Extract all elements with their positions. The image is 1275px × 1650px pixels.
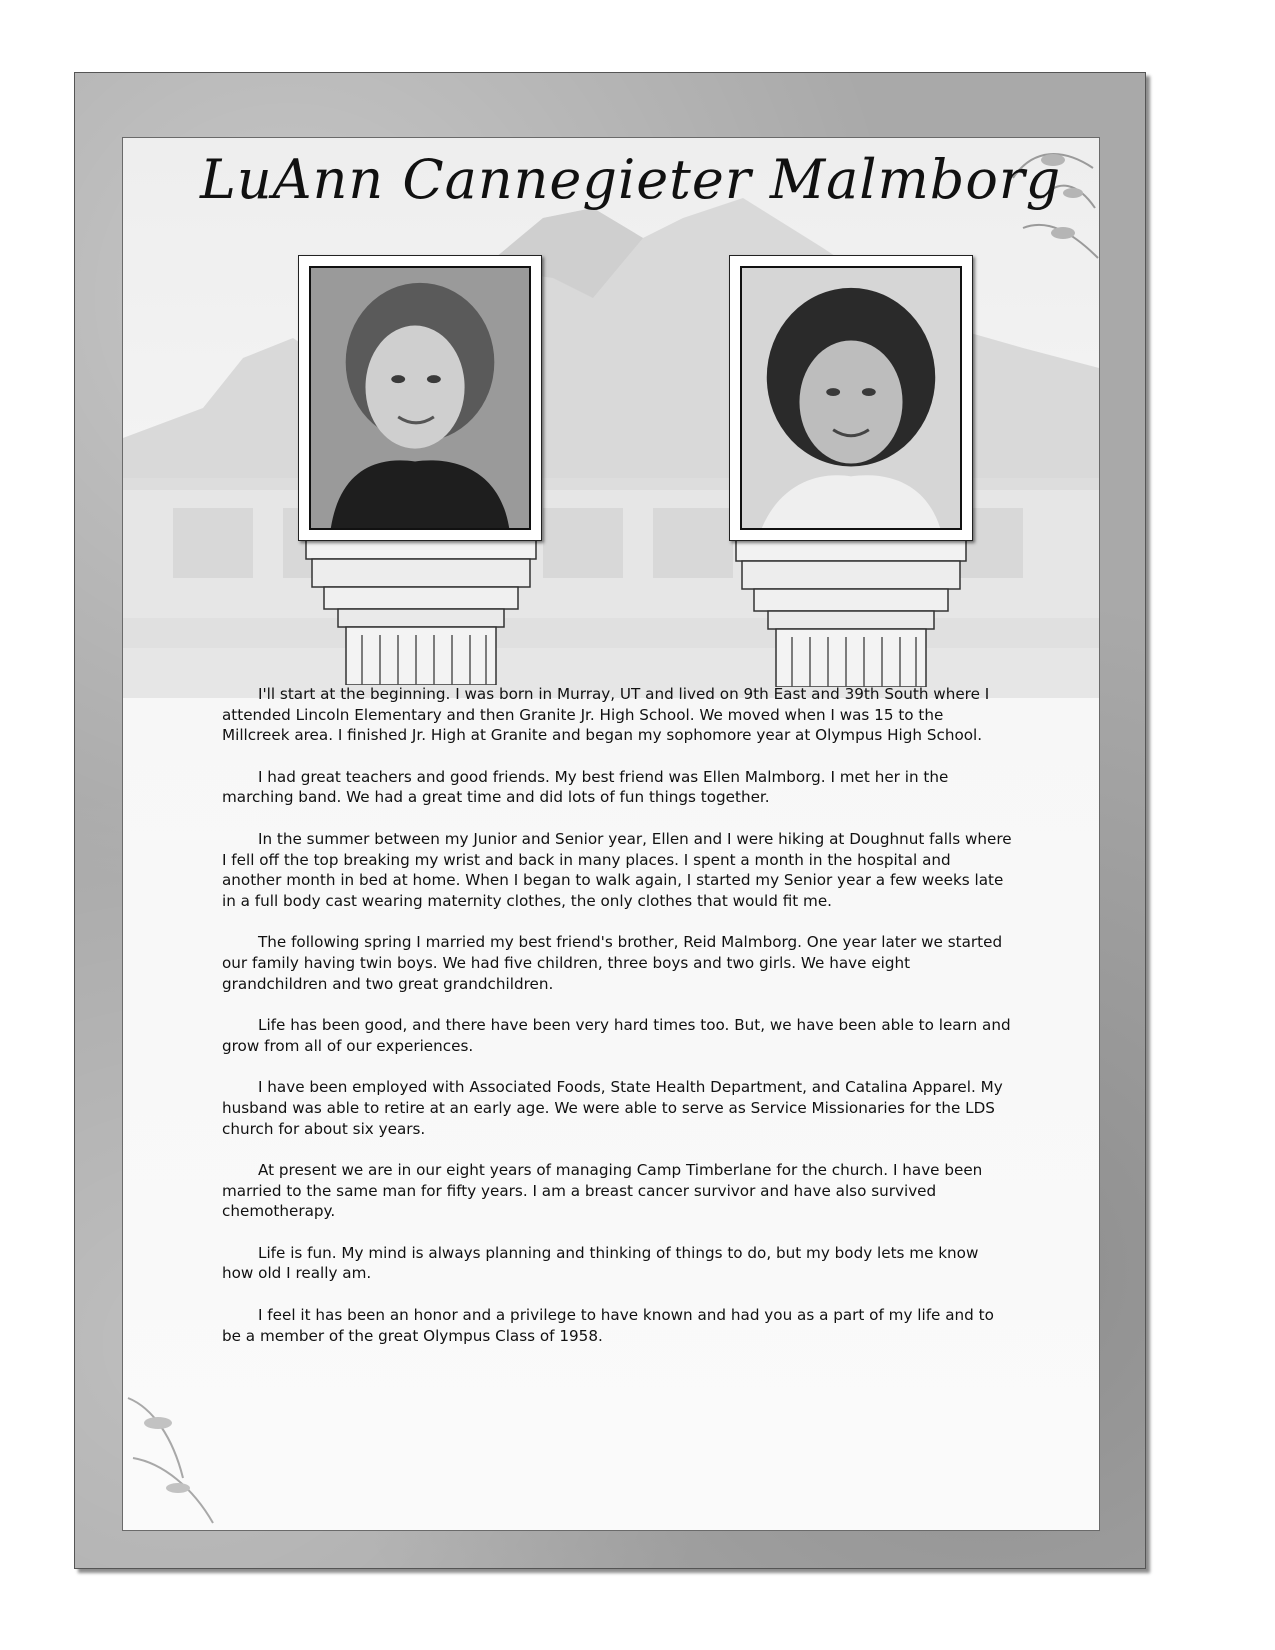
paragraph: I had great teachers and good friends. My best friend was Ellen Malmborg. I met her in the marching band. We had a great time and did lots of fun things together.: [222, 767, 949, 807]
paragraph: In the summer between my Junior and Senior year, Ellen and I were hiking at Doughnut falls where I fell off the top breaking my wrist and back in many places. I spent a month in the hospital and another month in bed at home. When I began to walk again, I started my Senior year a few weeks late in a full body cast wearing maternity clothes, the only clothes that would fit me.: [222, 829, 1012, 910]
paragraph: At present we are in our eight years of managing Camp Timberlane for the church. I have been married to the same man for fifty years. I am a breast cancer survivor and have also survived chemotherapy.: [222, 1161, 983, 1221]
portrait-then-icon: [311, 268, 529, 528]
photo-frame-then: [298, 255, 542, 541]
paragraph: I'll start at the beginning. I was born in Murray, UT and lived on 9th East and 39th South where I attended Lincoln Elementary and then Granite Jr. High School. We moved when I was 15 to the Millcreek area. I finished Jr. High at Granite and began my sophomore year at Olympus High School.: [222, 685, 990, 745]
pillar-left-icon: [298, 535, 544, 685]
photo-frame-now: [729, 255, 973, 541]
portrait-then-image: [309, 266, 531, 530]
portrait-now-image: [740, 266, 962, 530]
page-title: LuAnn Cannegieter Malmborg: [200, 148, 1062, 211]
paragraph: I feel it has been an honor and a privilege to have known and had you as a part of my life and to be a member of the great Olympus Class of 1958.: [222, 1306, 994, 1345]
paragraph: Life is fun. My mind is always planning and thinking of things to do, but my body lets me know how old I really am.: [222, 1243, 979, 1283]
floral-flourish-bottom-left-icon: [123, 1368, 233, 1528]
portrait-now-icon: [742, 268, 960, 528]
biography-text: [222, 684, 1012, 1367]
paragraph: Life has been good, and there have been very hard times too. But, we have been able to learn and grow from all of our experiences.: [222, 1016, 1011, 1055]
paragraph: The following spring I married my best friend's brother, Reid Malmborg. One year later we started our family having twin boys. We had five children, three boys and two girls. We have eight grandchildren and two great grandchildren.: [222, 933, 1003, 993]
paragraph: I have been employed with Associated Foods, State Health Department, and Catalina Apparel. My husband was able to retire at an early age. We were able to serve as Service Missionaries for the LDS church for about six years.: [222, 1078, 1003, 1138]
pillar-right-icon: [728, 537, 974, 687]
